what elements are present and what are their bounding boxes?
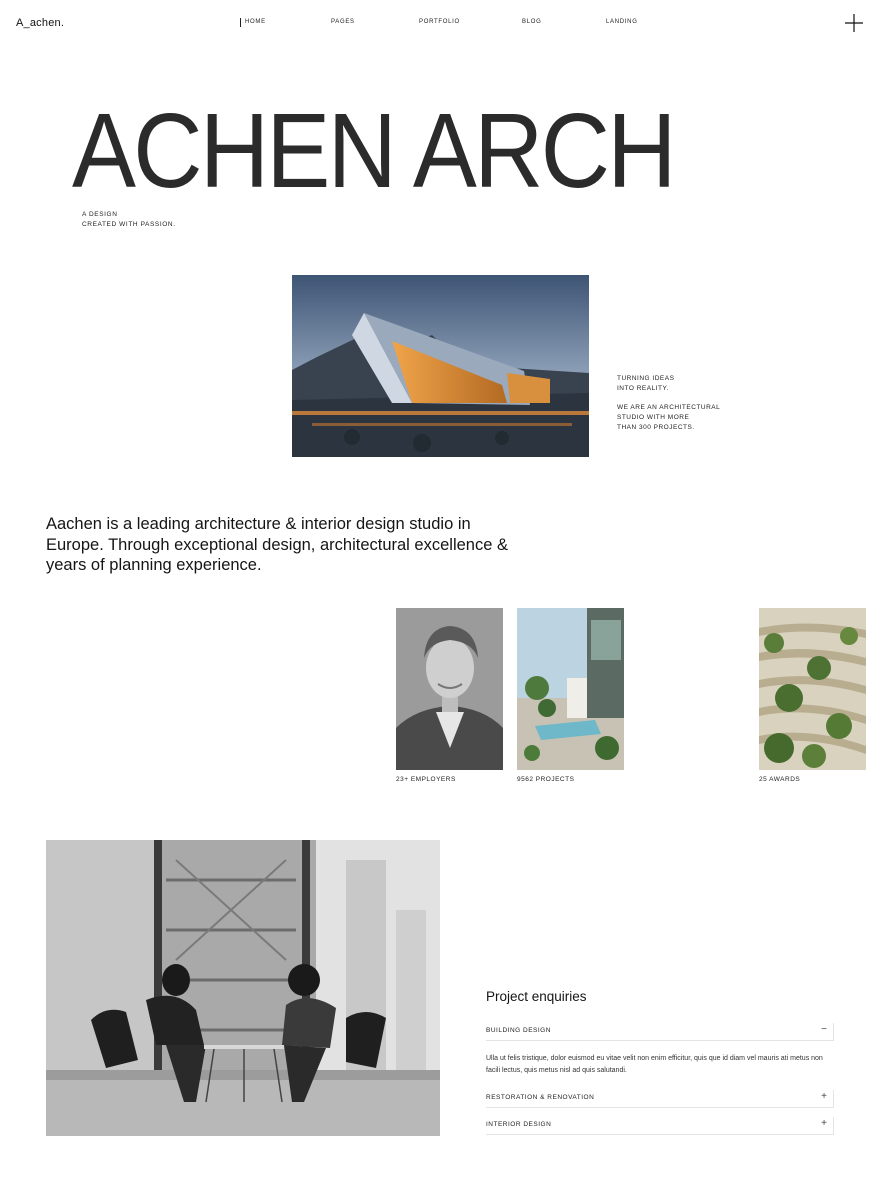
accordion-building-design[interactable]	[486, 1023, 834, 1041]
side-copy-line-3: WE ARE AN ARCHITECTURAL	[617, 404, 721, 411]
nav-home[interactable]: HOME	[245, 19, 266, 25]
stat-caption: 23+ EMPLOYERS	[396, 776, 456, 783]
enquiries-title: Project enquiries	[486, 989, 587, 1004]
hero-title: ACHEN ARCH	[72, 92, 674, 210]
minus-icon[interactable]: −	[821, 1024, 827, 1035]
office-meeting-image	[46, 840, 440, 1136]
stat-caption: 9562 PROJECTS	[517, 776, 575, 783]
side-copy-line-1: TURNING IDEAS	[617, 375, 675, 382]
side-copy	[617, 374, 720, 442]
accordion-label: INTERIOR DESIGN	[486, 1121, 552, 1128]
accordion-header[interactable]	[486, 1090, 834, 1108]
green-building-image	[759, 608, 866, 770]
stat-card-awards	[759, 608, 866, 783]
hero-building-image	[292, 275, 589, 457]
villa-image	[517, 608, 624, 770]
intro-text: Aachen is a leading architecture & interior design studio in Europe. Through exceptional design, architectural excellence & years of planning experience.	[46, 515, 508, 574]
hero-tagline-line-1: A DESIGN	[82, 211, 118, 218]
accordion-label: BUILDING DESIGN	[486, 1027, 551, 1034]
side-copy-line-5: THAN 300 PROJECTS.	[617, 424, 695, 431]
plus-icon[interactable]: +	[821, 1091, 827, 1102]
stat-card-employers	[396, 608, 503, 783]
nav-active-indicator	[240, 18, 241, 27]
nav-portfolio[interactable]: PORTFOLIO	[419, 19, 460, 25]
logo[interactable]: A_achen.	[16, 17, 65, 29]
accordion-label: RESTORATION & RENOVATION	[486, 1094, 595, 1101]
accordion-body: Ulla ut felis tristique, dolor euismod eu vitae velit non enim efficitur, quis que id diam vel mauris ati metus non facili lectus, quis metus nisl ad quis salutandi.	[486, 1055, 823, 1074]
nav-blog[interactable]: BLOG	[522, 19, 542, 25]
nav-landing[interactable]: LANDING	[606, 19, 638, 25]
side-copy-line-4: STUDIO WITH MORE	[617, 414, 690, 421]
menu-plus-icon[interactable]	[844, 13, 864, 33]
accordion-restoration[interactable]	[486, 1090, 834, 1108]
hero-tagline	[82, 210, 176, 230]
hero-tagline-line-2: CREATED WITH PASSION.	[82, 221, 176, 228]
stat-caption: 25 AWARDS	[759, 776, 801, 783]
stat-card-projects	[517, 608, 624, 783]
accordion-header[interactable]	[486, 1023, 834, 1041]
plus-icon[interactable]: +	[821, 1118, 827, 1129]
nav-pages[interactable]: PAGES	[331, 19, 355, 25]
side-copy-line-2: INTO REALITY.	[617, 385, 669, 392]
accordion-interior-design[interactable]	[486, 1117, 834, 1135]
accordion-header[interactable]	[486, 1117, 834, 1135]
portrait-image	[396, 608, 503, 770]
